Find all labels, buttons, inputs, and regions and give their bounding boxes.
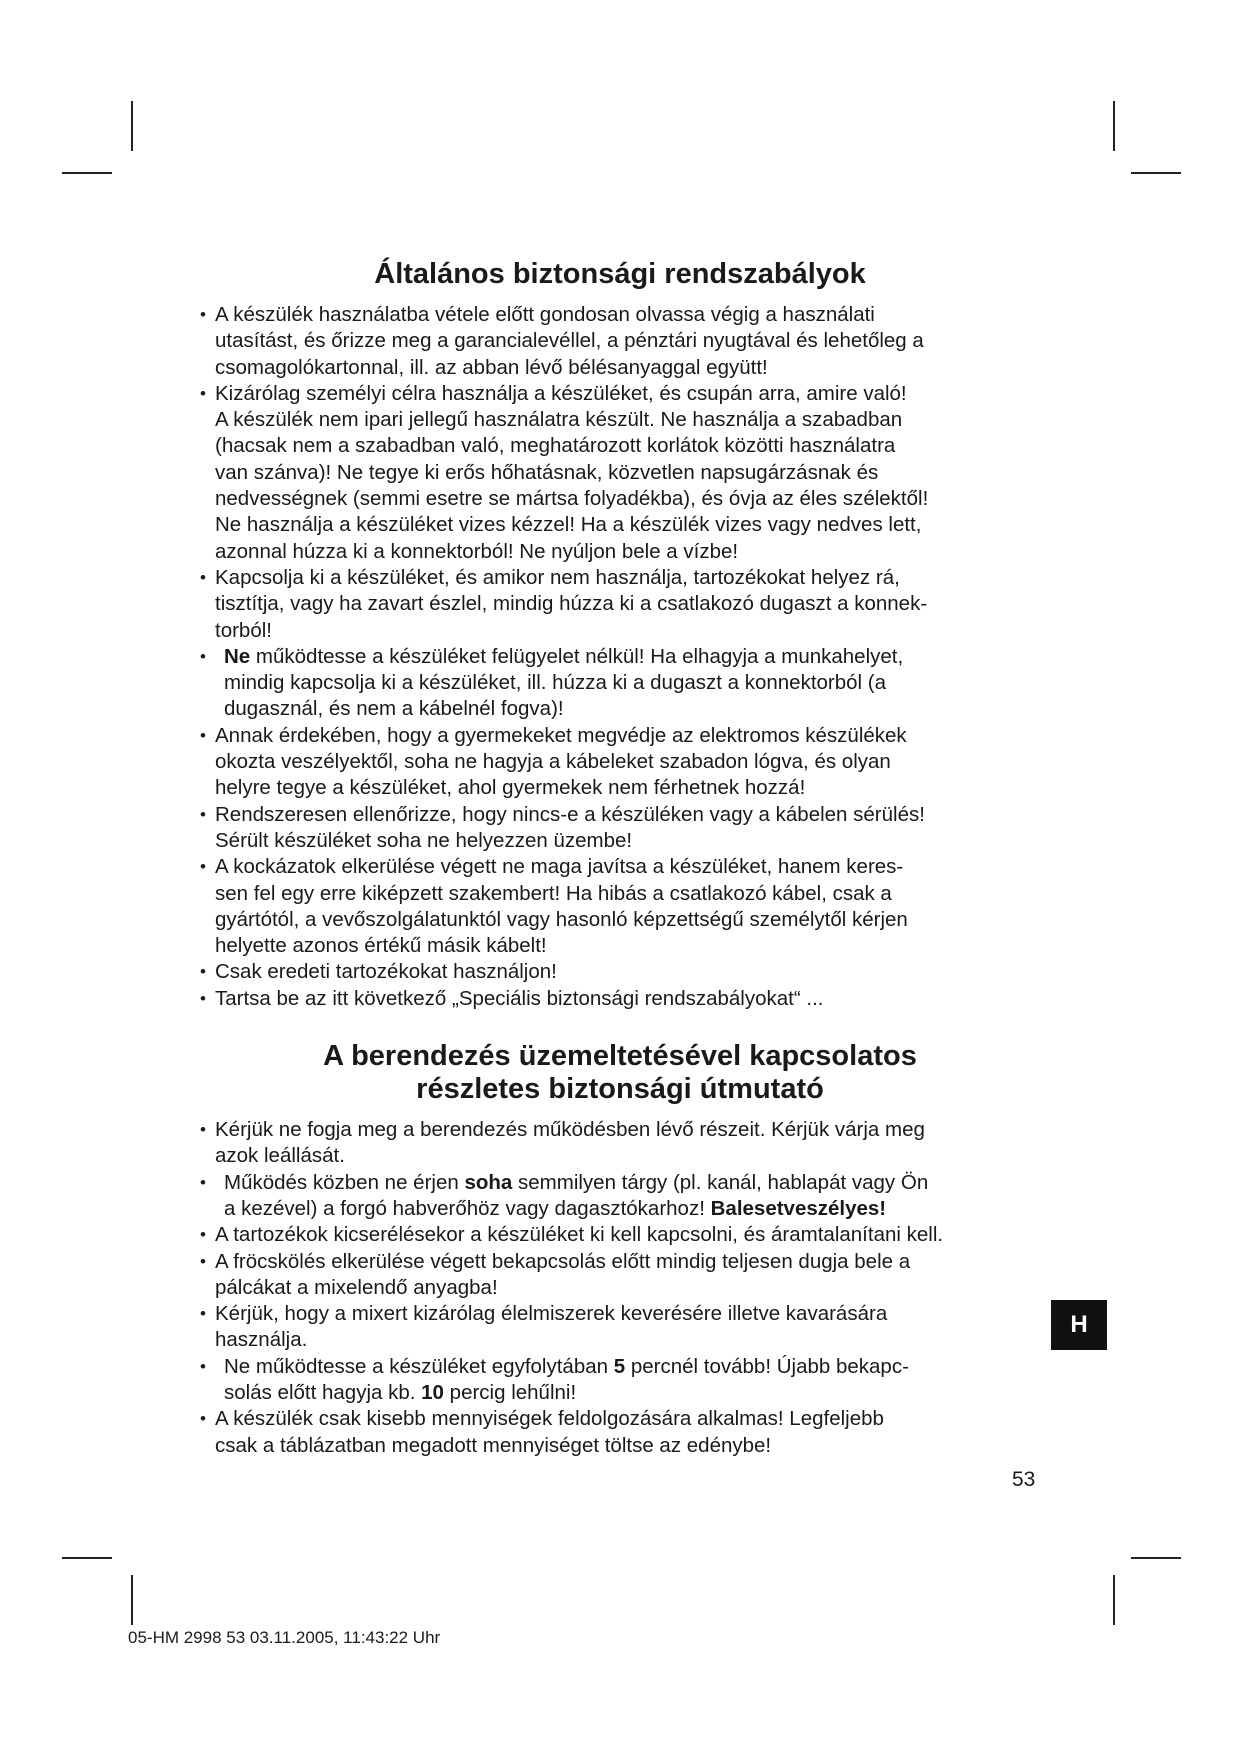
section-title-general-safety: Általános biztonsági rendszabályok bbox=[374, 258, 866, 290]
crop-mark bbox=[1113, 101, 1115, 151]
list-item: • Rendszeresen ellenőrizze, hogy nincs-e a készüléken vagy a kábelen sérülés! Sérült készüléket soha ne helyezzen üzembe! bbox=[200, 802, 1060, 855]
section-title-operation-safety: A berendezés üzemeltetésével kapcsolatos részletes biztonsági útmutató bbox=[323, 1040, 917, 1106]
crop-mark bbox=[131, 101, 133, 151]
list-item: • A fröcskölés elkerülése végett bekapcsolás előtt mindig teljesen dugja bele a pálcákat a mixelendő anyagba! bbox=[200, 1249, 1060, 1302]
list-item: • A készülék csak kisebb mennyiségek feldolgozására alkalmas! Legfeljebb csak a táblázatban megadott mennyiséget töltse az edénybe! bbox=[200, 1406, 1060, 1459]
list-item: • Ne működtesse a készüléket felügyelet nélkül! Ha elhagyja a munkahelyet, mindig kapcsolja ki a készüléket, ill. húzza ki a dugaszt a konnektorból (a dugasznál, és nem a kábelnél fogva)! bbox=[200, 644, 1060, 723]
print-footer: 05-HM 2998 53 03.11.2005, 11:43:22 Uhr bbox=[128, 1628, 441, 1647]
page-number: 53 bbox=[1012, 1468, 1036, 1491]
list-item: • Csak eredeti tartozékokat használjon! bbox=[200, 959, 1060, 985]
list-item: • Kérjük ne fogja meg a berendezés működésben lévő részeit. Kérjük várja meg azok leállását. bbox=[200, 1117, 1060, 1170]
crop-mark bbox=[131, 1575, 133, 1625]
list-item: • Tartsa be az itt következő „Speciális biztonsági rendszabályokat“ ... bbox=[200, 986, 1060, 1012]
language-tab: H bbox=[1051, 1300, 1107, 1350]
crop-mark bbox=[1113, 1575, 1115, 1625]
list-item: • Működés közben ne érjen soha semmilyen tárgy (pl. kanál, hablapát vagy Ön a kezével) a forgó habverőhöz vagy dagasztókarhoz! Balesetveszélyes! bbox=[200, 1170, 1060, 1223]
list-item: • Kizárólag személyi célra használja a készüléket, és csupán arra, amire való! A készülék nem ipari jellegű használatra készült. Ne használja a szabadban (hacsak nem a szabadban való, meghatározott korlátok közötti használatra van szánva)! Ne tegye ki erős hőhatásnak, közvetlen napsugárzásnak és nedvességnek (semmi esetre se mártsa folyadékba), és óvja az éles szélektől! Ne használja a készüléket vizes kézzel! Ha a készülék vizes vagy nedves lett, azonnal húzza ki a konnektorból! Ne nyúljon bele a vízbe! bbox=[200, 381, 1060, 565]
list-item: • Ne működtesse a készüléket egyfolytában 5 percnél tovább! Újabb bekapc- solás előtt hagyja kb. 10 percig lehűlni! bbox=[200, 1354, 1060, 1407]
list-item: • Kérjük, hogy a mixert kizárólag élelmiszerek keverésére illetve kavarására használja. bbox=[200, 1301, 1060, 1354]
page-content bbox=[200, 258, 1060, 1459]
list-item: • Annak érdekében, hogy a gyermekeket megvédje az elektromos készülékek okozta veszélyektől, soha ne hagyja a kábeleket szabadon lógva, és olyan helyre tegye a készüléket, ahol gyermekek nem férhetnek hozzá! bbox=[200, 723, 1060, 802]
crop-mark bbox=[62, 1557, 112, 1559]
list-item: • A kockázatok elkerülése végett ne maga javítsa a készüléket, hanem keres- sen fel egy erre kiképzett szakembert! Ha hibás a csatlakozó kábel, csak a gyártótól, a vevőszolgálatunktól vagy hasonló képzettségű személytől kérjen helyette azonos értékű másik kábelt! bbox=[200, 854, 1060, 959]
general-safety-list bbox=[200, 302, 1060, 1012]
list-item: • A tartozékok kicserélésekor a készüléket ki kell kapcsolni, és áramtalanítani kell. bbox=[200, 1222, 1060, 1248]
list-item: • A készülék használatba vétele előtt gondosan olvassa végig a használati utasítást, és őrizze meg a garancialevéllel, a pénztári nyugtával és lehetőleg a csomagolókartonnal, ill. az abban lévő bélésanyaggal együtt! bbox=[200, 302, 1060, 381]
operation-safety-list bbox=[200, 1117, 1060, 1459]
crop-mark bbox=[62, 172, 112, 174]
crop-mark bbox=[1131, 1557, 1181, 1559]
crop-mark bbox=[1131, 172, 1181, 174]
list-item: • Kapcsolja ki a készüléket, és amikor nem használja, tartozékokat helyez rá, tisztítja, vagy ha zavart észlel, mindig húzza ki a csatlakozó dugaszt a konnek- torból! bbox=[200, 565, 1060, 644]
